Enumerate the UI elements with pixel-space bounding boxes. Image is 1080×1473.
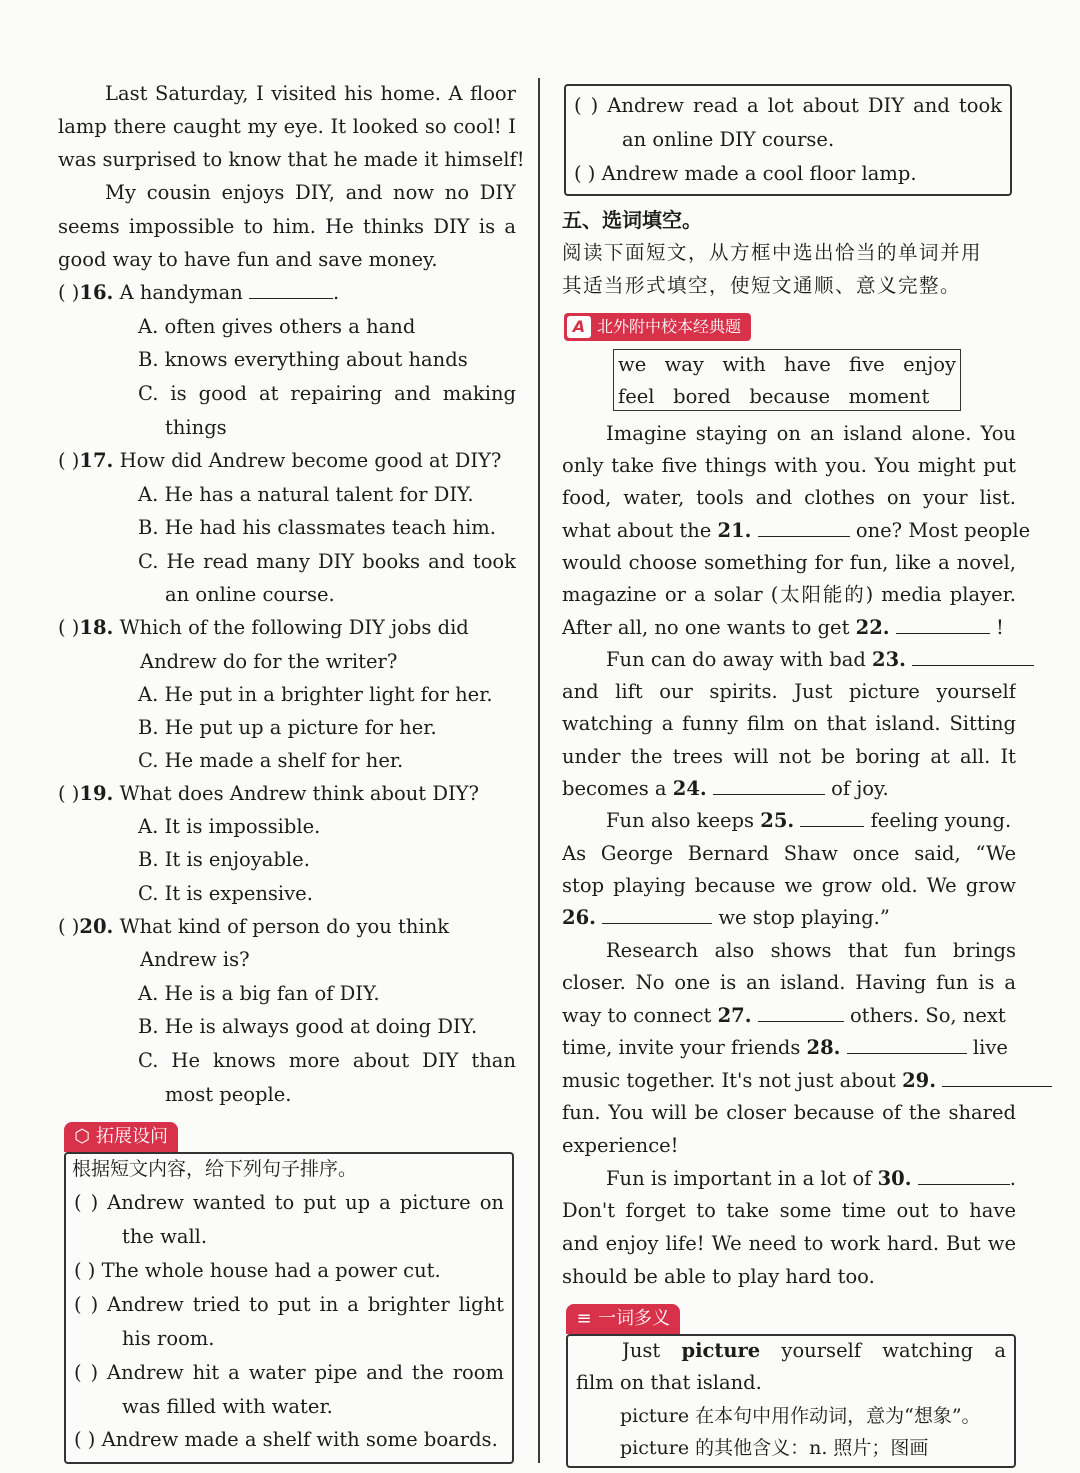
- option-c: C. It is expensive.: [138, 882, 313, 905]
- answer-blank-22[interactable]: [896, 613, 990, 634]
- passage-line: closer. No one is an island. Having fun is a: [562, 971, 1016, 994]
- section-title: 五、选词填空。: [562, 208, 702, 232]
- answer-paren[interactable]: ( ): [58, 782, 80, 805]
- answer-blank-29[interactable]: [942, 1066, 1052, 1087]
- option-b: B. knows everything about hands: [138, 348, 468, 371]
- passage-line: would choose something for fun, like a novel,: [562, 551, 1016, 574]
- section-instruction: 其适当形式填空，使短文通顺、意义完整。: [562, 274, 962, 297]
- answer-paren[interactable]: ( ): [58, 281, 80, 304]
- option-b: B. He had his classmates teach him.: [138, 516, 496, 539]
- question-19: ( )19. What does Andrew think about DIY?: [58, 782, 479, 805]
- source-tag: A 北外附中校本经典题: [564, 313, 751, 341]
- option-c-cont: an online course.: [165, 583, 335, 606]
- order-item: ( ) Andrew read a lot about DIY and took: [574, 94, 1002, 117]
- option-b: B. He put up a picture for her.: [138, 716, 437, 739]
- extension-tag: ⬡ 拓展设问: [64, 1122, 178, 1152]
- books-icon: ≡: [576, 1308, 592, 1329]
- passage-line: time, invite your friends 28. live: [562, 1033, 1016, 1063]
- passage-line: After all, no one wants to get 22. !: [562, 613, 1016, 643]
- answer-paren[interactable]: ( ): [58, 449, 80, 472]
- word-bank-row: feel bored because moment: [618, 385, 930, 408]
- order-item: ( ) Andrew tried to put in a brighter light: [74, 1293, 504, 1316]
- passage-line: way to connect 27. others. So, next: [562, 1001, 1016, 1031]
- answer-blank-30[interactable]: [918, 1164, 1010, 1185]
- passage-line: watching a funny film on that island. Sitting: [562, 712, 1016, 735]
- passage-line: experience!: [562, 1134, 679, 1157]
- passage-line: what about the 21. one? Most people: [562, 516, 1016, 546]
- passage-line: and enjoy life! We need to work hard. But we: [562, 1232, 1016, 1255]
- passage-line: As George Bernard Shaw once said, “We: [562, 842, 1016, 865]
- extension-instruction: 根据短文内容，给下列句子排序。: [72, 1158, 358, 1180]
- answer-blank-24[interactable]: [713, 774, 825, 795]
- word-bank-row: we way with have five enjoy: [618, 353, 956, 376]
- passage-line: under the trees will not be boring at all. It: [562, 745, 1016, 768]
- order-item: ( ) Andrew wanted to put up a picture on: [74, 1191, 504, 1214]
- option-b: B. It is enjoyable.: [138, 848, 310, 871]
- answer-paren[interactable]: ( ): [58, 616, 80, 639]
- column-divider: [538, 78, 540, 1463]
- question-stem-cont: Andrew is?: [140, 948, 250, 971]
- polysemy-example-cont: film on that island.: [576, 1371, 762, 1394]
- section-instruction: 阅读下面短文，从方框中选出恰当的单词并用: [562, 241, 983, 264]
- option-c: C. He knows more about DIY than: [138, 1049, 516, 1072]
- passage-line: Fun is important in a lot of 30. .: [606, 1164, 1016, 1194]
- polysemy-note: picture 在本句中用作动词，意为“想象”。: [620, 1405, 981, 1427]
- order-item: ( ) The whole house had a power cut.: [74, 1259, 441, 1282]
- passage-line: 26. we stop playing.”: [562, 903, 1016, 933]
- option-c-cont: most people.: [165, 1083, 292, 1106]
- answer-blank-25[interactable]: [800, 806, 864, 827]
- option-a: A. He has a natural talent for DIY.: [138, 483, 474, 506]
- answer-blank-27[interactable]: [758, 1001, 844, 1022]
- question-stem-cont: Andrew do for the writer?: [140, 650, 398, 673]
- passage-line: My cousin enjoys DIY, and now no DIY: [105, 181, 516, 204]
- option-c: C. He read many DIY books and took: [138, 550, 516, 573]
- order-item: ( ) Andrew made a shelf with some boards.: [74, 1428, 498, 1451]
- passage-line: stop playing because we grow old. We grow: [562, 874, 1016, 897]
- passage-line: lamp there caught my eye. It looked so cool! I: [58, 115, 516, 138]
- answer-blank-21[interactable]: [758, 516, 850, 537]
- passage-line: and lift our spirits. Just picture yourself: [562, 680, 1016, 703]
- answer-paren[interactable]: ( ): [58, 915, 80, 938]
- passage-line: seems impossible to him. He thinks DIY is a: [58, 215, 516, 238]
- answer-blank-23[interactable]: [912, 645, 1034, 666]
- question-17: ( )17. How did Andrew become good at DIY?: [58, 449, 502, 472]
- order-item-cont: an online DIY course.: [622, 128, 835, 151]
- passage-line: only take five things with you. You might put: [562, 454, 1016, 477]
- passage-line: good way to have fun and save money.: [58, 248, 438, 271]
- passage-line: Fun can do away with bad 23.: [606, 645, 1034, 675]
- passage-line: music together. It's not just about 29.: [562, 1066, 1016, 1096]
- passage-line: Imagine staying on an island alone. You: [606, 422, 1016, 445]
- question-20: ( )20. What kind of person do you think: [58, 915, 450, 938]
- passage-line: Research also shows that fun brings: [606, 939, 1016, 962]
- order-item: ( ) Andrew hit a water pipe and the room: [74, 1361, 504, 1384]
- option-c-cont: things: [165, 416, 227, 439]
- passage-line: Don't forget to take some time out to have: [562, 1199, 1016, 1222]
- option-b: B. He is always good at doing DIY.: [138, 1015, 478, 1038]
- passage-line: was surprised to know that he made it himself!: [58, 148, 525, 171]
- passage-line: Fun also keeps 25. feeling young.: [606, 806, 1011, 836]
- order-item-cont: the wall.: [122, 1225, 208, 1248]
- answer-blank-28[interactable]: [847, 1033, 967, 1054]
- polysemy-tag: ≡ 一词多义: [566, 1304, 680, 1334]
- answer-blank[interactable]: [249, 278, 333, 299]
- option-a: A. It is impossible.: [138, 815, 321, 838]
- order-item: ( ) Andrew made a cool floor lamp.: [574, 162, 917, 185]
- cube-icon: ⬡: [74, 1126, 90, 1147]
- option-a: A. He put in a brighter light for her.: [138, 683, 493, 706]
- order-item-cont: his room.: [122, 1327, 215, 1350]
- option-a: A. often gives others a hand: [138, 315, 416, 338]
- passage-line: food, water, tools and clothes on your list.: [562, 486, 1016, 509]
- option-c: C. He made a shelf for her.: [138, 749, 404, 772]
- question-18: ( )18. Which of the following DIY jobs did: [58, 616, 469, 639]
- answer-blank-26[interactable]: [602, 903, 712, 924]
- question-16: ( )16. A handyman .: [58, 278, 339, 308]
- passage-line: becomes a 24. of joy.: [562, 774, 1016, 804]
- passage-line: Last Saturday, I visited his home. A floor: [105, 82, 516, 105]
- polysemy-example: Just picture yourself watching a: [622, 1339, 1006, 1362]
- option-c: C. is good at repairing and making: [138, 382, 516, 405]
- option-a: A. He is a big fan of DIY.: [138, 982, 380, 1005]
- order-item-cont: was filled with water.: [122, 1395, 333, 1418]
- passage-line: magazine or a solar (太阳能的) media player.: [562, 583, 1016, 606]
- polysemy-note: picture 的其他含义：n. 照片；图画: [620, 1437, 929, 1459]
- passage-line: fun. You will be closer because of the shared: [562, 1101, 1016, 1124]
- passage-line: should be able to play hard too.: [562, 1265, 875, 1288]
